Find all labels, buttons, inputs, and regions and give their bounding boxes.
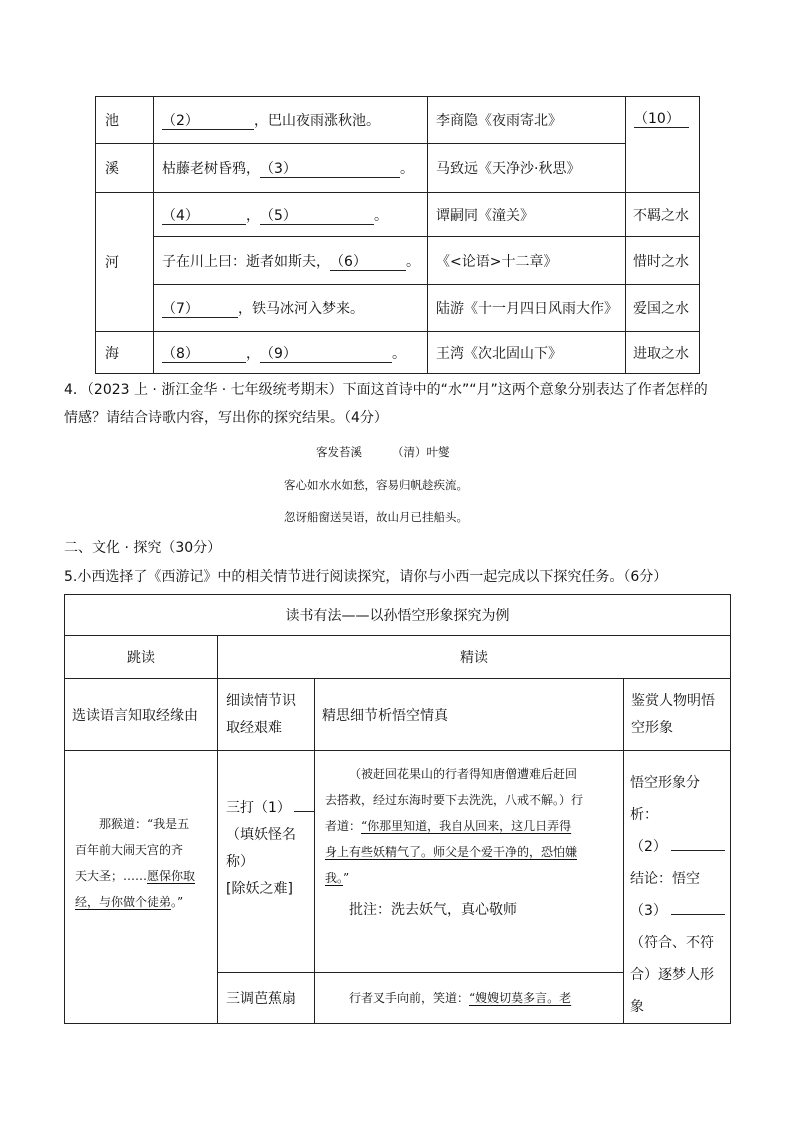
char-cell: 海 — [96, 332, 154, 374]
sentence-cell: 子在川上曰：逝者如斯夫，（6） 。 — [154, 237, 428, 285]
header-skim: 跳读 — [65, 636, 218, 679]
poem-title-line — [316, 444, 450, 460]
sentence-cell: （4） ，（5） 。 — [154, 193, 428, 237]
theme-cell: 惜时之水 — [626, 237, 700, 285]
answer-blank[interactable]: （5） — [260, 208, 374, 225]
theme-cell: 进取之水 — [626, 332, 700, 374]
answer-blank[interactable]: （10） — [634, 111, 689, 128]
char-cell: 溪 — [96, 144, 154, 193]
plot-cell-2: 三调芭蕉扇 — [218, 972, 315, 1023]
header-close-reading: 精读 — [218, 636, 731, 679]
subheader-b: 细读情节识 取经艰难 — [218, 679, 315, 751]
sentence-cell: （8） ，（9） 。 — [154, 332, 428, 374]
detail-cell: （被赶回花果山的行者得知唐僧遭难后赶回 去搭救，经过东海时要下去洗洗，八戒不解。）行 者道：“你那里知道，我自从回来，这几日弄得 身上有些妖精气了。师父是个爱干净的，恐怕嫌 我。” 批注：洗去妖气，真心敬师 — [315, 751, 624, 973]
skim-quote-cell: 那猴道：“我是五 百年前大闹天宫的齐 天大圣；……愿保你取 经，与你做个徒弟。” — [65, 751, 218, 1024]
plot-cell: 三打（1） （填妖怪名 称） [除妖之难] — [218, 751, 315, 973]
answer-blank[interactable]: （2） — [162, 113, 254, 130]
theme-cell: 不羁之水 — [626, 193, 700, 237]
poem-line-1: 客心如水水如愁，容易归帆趁疾流。 — [284, 478, 468, 492]
source-cell: 谭嗣同《潼关》 — [428, 193, 626, 237]
reading-table — [64, 594, 731, 1024]
answer-blank[interactable]: （7） — [162, 301, 238, 318]
annotation: 批注：洗去妖气，真心敬师 — [349, 902, 517, 918]
table-title: 读书有法——以孙悟空形象探究为例 — [65, 595, 731, 636]
theme-cell: 爱国之水 — [626, 285, 700, 332]
section-heading: 二、文化 · 探究（30分） — [64, 540, 222, 556]
answer-blank[interactable] — [671, 914, 725, 915]
detail-cell-2: 行者叉手向前，笑道：“嫂嫂切莫多言。老 — [315, 972, 624, 1023]
answer-blank[interactable] — [671, 850, 725, 851]
question-4-line2: 情感？请结合诗歌内容，写出你的探究结果。（4分） — [64, 410, 388, 426]
source-cell: 《<论语>十二章》 — [428, 237, 626, 285]
source-cell: 陆游《十一月四日风雨大作》 — [428, 285, 626, 332]
source-cell: 李商隐《夜雨寄北》 — [428, 97, 626, 144]
char-cell: 池 — [96, 97, 154, 144]
subheader-a: 选读语言知取经缘由 — [65, 679, 218, 751]
sentence-cell: （7） ，铁马冰河入梦来。 — [154, 285, 428, 332]
poem-author: （清）叶燮 — [392, 445, 450, 459]
source-cell: 马致远《天净沙·秋思》 — [428, 144, 626, 193]
answer-blank[interactable]: （4） — [162, 208, 246, 225]
question-4-line1: 4．（2023 上 · 浙江金华 · 七年级统考期末）下面这首诗中的“水”“月”这两个意象分别表达了作者怎样的 — [64, 382, 708, 398]
answer-blank[interactable]: （3） — [260, 161, 400, 178]
answer-blank[interactable]: （9） — [260, 346, 392, 363]
analysis-cell: 悟空形象分析： （2） 结论：悟空 （3） （符合、不符 合）逐梦人形 象 — [624, 751, 731, 1024]
poem-table — [95, 96, 700, 374]
subheader-c: 精思细节析悟空情真 — [315, 679, 624, 751]
poem-title: 客发苔溪 — [316, 445, 362, 459]
theme-cell — [626, 97, 700, 193]
poem-line-2: 忽讶船窗送吴语，故山月已挂船头。 — [284, 510, 468, 524]
sentence-cell: 枯藤老树昏鸦，（3） 。 — [154, 144, 428, 193]
sentence-cell: （2） ，巴山夜雨涨秋池。 — [154, 97, 428, 144]
question-5-intro: 5.小西选择了《西游记》中的相关情节进行阅读探究，请你与小西一起完成以下探究任务。（6分） — [64, 569, 668, 585]
char-cell: 河 — [96, 193, 154, 332]
answer-blank[interactable]: （8） — [162, 346, 246, 363]
answer-blank[interactable]: （6） — [330, 254, 406, 271]
source-cell: 王湾《次北固山下》 — [428, 332, 626, 374]
subheader-d: 鉴赏人物明悟 空形象 — [624, 679, 731, 751]
answer-blank[interactable] — [294, 811, 314, 812]
